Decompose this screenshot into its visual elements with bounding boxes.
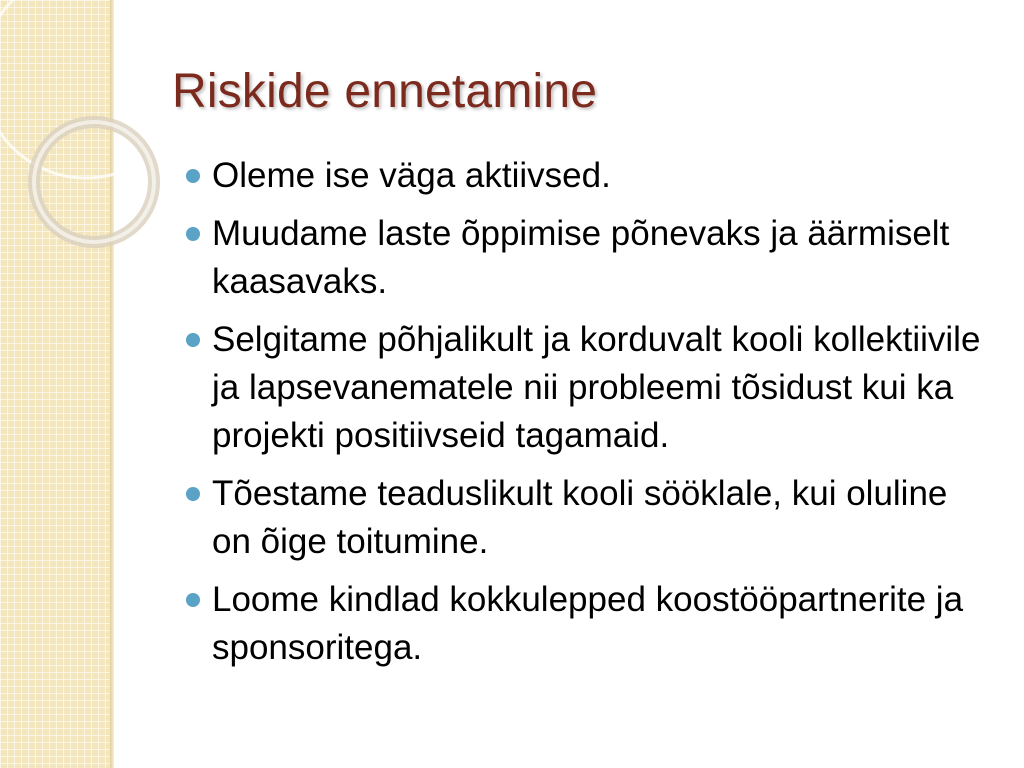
bullet-dot-icon: [186, 227, 200, 241]
list-item: [186, 210, 986, 306]
decorative-circles: [0, 0, 160, 260]
list-item: [186, 576, 986, 672]
list-item: [186, 316, 986, 460]
bullet-list: [186, 152, 986, 682]
bullet-text: Loome kindlad kokkulepped koostööpartnerite ja sponsoritega.: [212, 580, 964, 667]
decorative-circle-small-highlight: [34, 122, 154, 242]
slide-title: Riskide ennetamine: [172, 65, 598, 118]
list-item: [186, 470, 986, 566]
decorative-circle-large: [0, 0, 190, 178]
bullet-dot-icon: [186, 593, 200, 607]
bullet-text: Muudame laste õppimise põnevaks ja äärmiselt kaasavaks.: [212, 214, 950, 301]
bullet-dot-icon: [186, 333, 200, 347]
list-item: [186, 152, 986, 200]
bullet-dot-icon: [186, 169, 200, 183]
bullet-text: Selgitame põhjalikult ja korduvalt kooli kollektiivile ja lapsevanematele nii probleemi tõsidust kui ka projekti positiivseid tagamaid.: [212, 320, 981, 455]
bullet-text: Tõestame teaduslikult kooli sööklale, kui oluline on õige toitumine.: [212, 474, 948, 561]
bullet-text: Oleme ise väga aktiivsed.: [212, 156, 611, 195]
bullet-dot-icon: [186, 487, 200, 501]
